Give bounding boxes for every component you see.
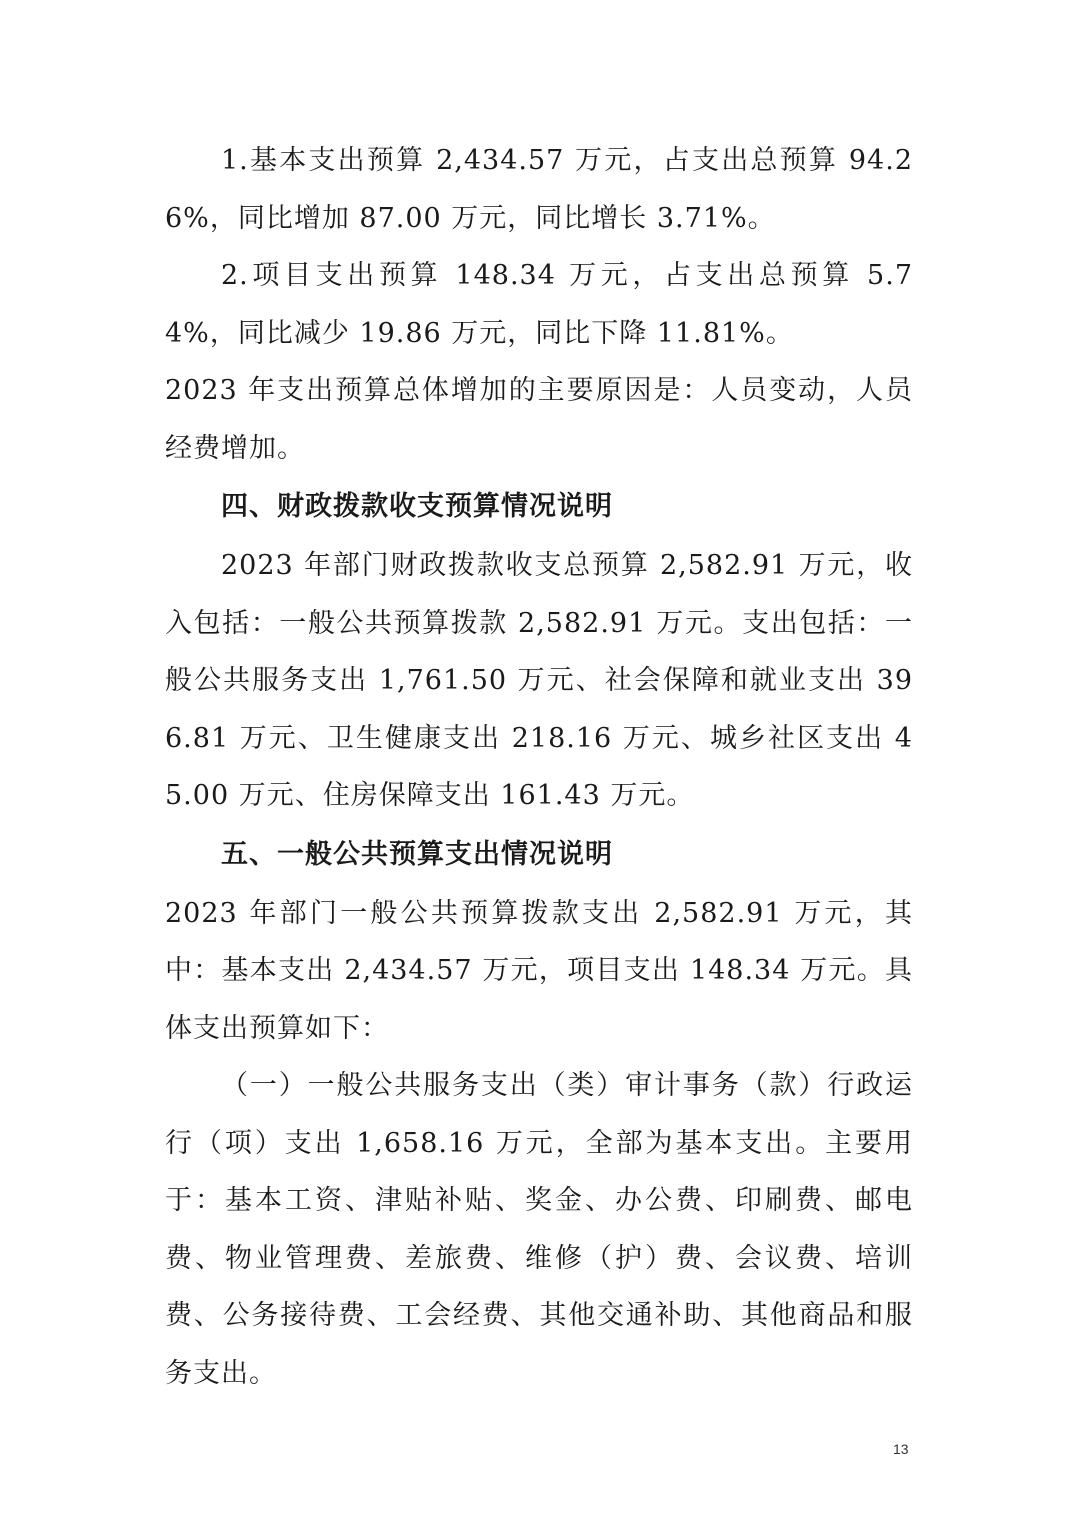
project-expenditure-paragraph: 2.项目支出预算 148.34 万元，占支出总预算 5.74%，同比减少 19.86 万元，同比下降 11.81%。 (165, 260, 913, 349)
increase-reason-paragraph: 2023 年支出预算总体增加的主要原因是：人员变动，人员经费增加。 (165, 375, 913, 464)
fiscal-appropriation-paragraph: 2023 年部门财政拨款收支总预算 2,582.91 万元，收入包括：一般公共预算拨款 2,582.91 万元。支出包括：一般公共服务支出 1,761.50 万元、社会保障和就业支出 396.81 万元、卫生健康支出 218.16 万元、城乡社区支出 45.00 万元、住房保障支出 161.43 万元。 (165, 550, 913, 811)
general-public-budget-paragraph: 2023 年部门一般公共预算拨款支出 2,582.91 万元，其中：基本支出 2,434.57 万元，项目支出 148.34 万元。具体支出预算如下： (165, 897, 913, 1044)
general-public-services-paragraph: （一）一般公共服务支出（类）审计事务（款）行政运行（项）支出 1,658.16 万元，全部为基本支出。主要用于：基本工资、津贴补贴、奖金、办公费、印刷费、邮电费、物业管理费、差旅费、维修（护）费、会议费、培训费、公务接待费、工会经费、其他交通补助、其他商品和服务支出。 (165, 1070, 913, 1389)
document-body (165, 132, 913, 1402)
section-heading-general-public-budget: 五、一般公共预算支出情况说明 (221, 838, 613, 870)
page-number: 13 (893, 1441, 909, 1457)
section-heading-fiscal-appropriation: 四、财政拨款收支预算情况说明 (221, 491, 613, 522)
basic-expenditure-paragraph: 1.基本支出预算 2,434.57 万元，占支出总预算 94.26%，同比增加 87.00 万元，同比增长 3.71%。 (165, 145, 913, 234)
